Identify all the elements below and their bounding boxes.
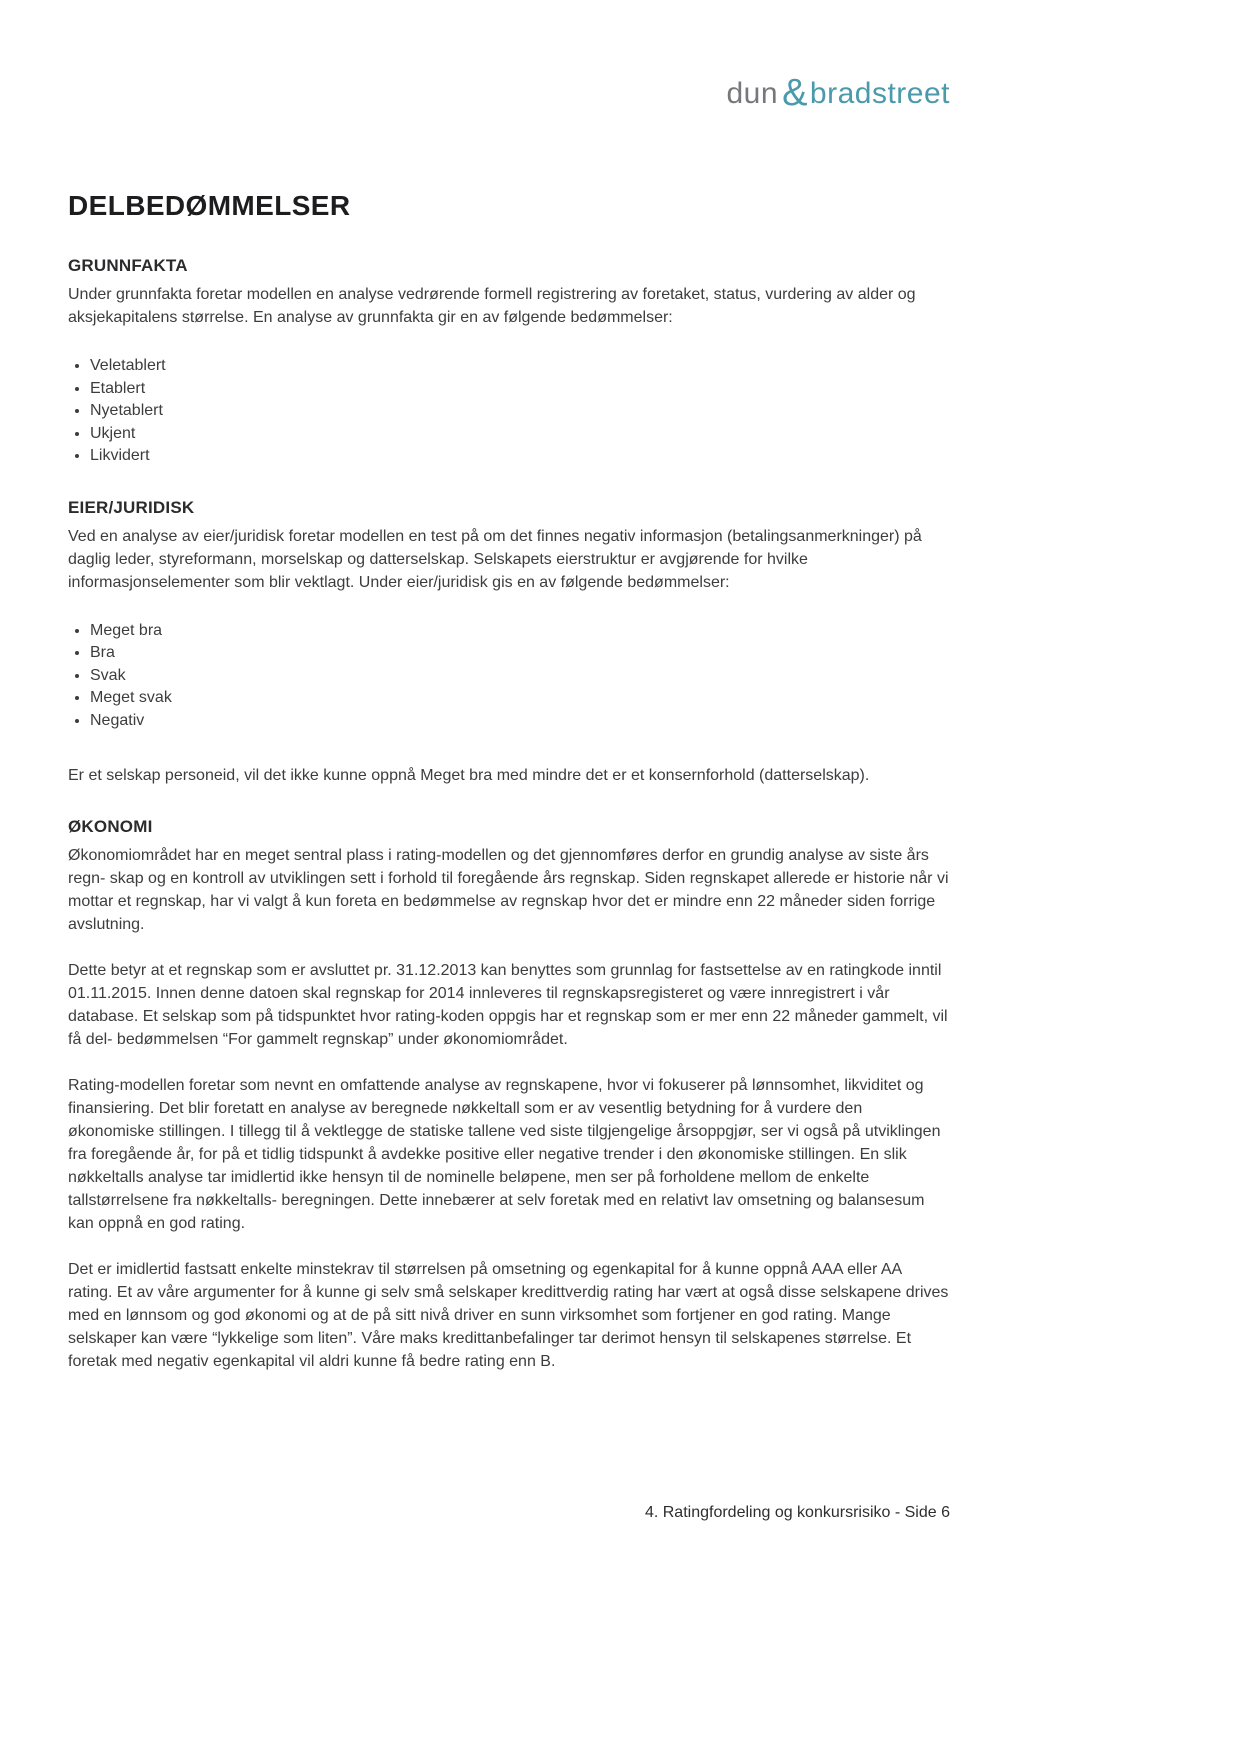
paragraph-okonomi-4: Det er imidlertid fastsatt enkelte minstekrav til størrelsen på omsetning og egenkapital for å kunne oppnå AAA eller AA rating. Et av våre argumenter for å kunne gi selv små selskaper kredittverdig rating har vært at også disse selskapene drives med en lønnsom og god økonomi og at de på sitt nivå driver en sunn virksomhet som fortjener en god rating. Mange selskaper kan være “lykkelige som liten”. Våre maks kredittanbefalinger tar derimot hensyn til selskapenes størrelse. Et foretak med negativ egenkapital vil aldri kunne få bedre rating enn B. bbox=[68, 1261, 949, 1370]
paragraph-okonomi-2: Dette betyr at et regnskap som er avsluttet pr. 31.12.2013 kan benyttes som grunnlag for fastsettelse av en ratingkode inntil 01.11.2015. Innen denne datoen skal regnskap for 2014 innleveres til regnskapsregisteret og være innregistrert i vår database. Et selskap som på tidspunktet hvor rating-koden oppgis har et regnskap som er mer enn 22 måneder gammelt, vil få del- bedømmelsen “For gammelt regnskap” under økonomiområdet. bbox=[68, 962, 948, 1048]
section-heading-eier-juridisk: EIER/JURIDISK bbox=[68, 497, 195, 517]
logo-text-bradstreet: bradstreet bbox=[809, 77, 950, 110]
paragraph-okonomi-3: Rating-modellen foretar som nevnt en omfattende analyse av regnskapene, hvor vi fokuserer på lønnsomhet, likviditet og finansiering. Det blir foretatt en analyse av beregnede nøkkeltall som er av vesentlig betydning for å vurdere den økonomiske stillingen. I tillegg til å vektlegge de statiske tallene ved siste tilgjengelige årsoppgjør, ser vi også på utviklingen fra foregående år, for på et tidlig tidspunkt å avdekke positive eller negative trender i den økonomiske stillingen. En slik nøkkeltalls analyse tar imidlertid ikke hensyn til de nominelle beløpene, men ser på forholdene mellom de enkelte tallstørrelsene fra nøkkeltalls- beregningen. Dette innebærer at selv foretak med en relativt lav omsetning og balansesum kan oppnå en god rating. bbox=[68, 1077, 941, 1232]
document-content bbox=[68, 190, 950, 1396]
list-item: • Svak bbox=[90, 665, 950, 688]
paragraph-okonomi-1: Økonomiområdet har en meget sentral plass i rating-modellen og det gjennomføres derfor en grundig analyse av siste års regn- skap og en kontroll av utviklingen sett i forhold til foregående års regnskap. Siden regnskapet allerede er historie når vi mottar et regnskap, har vi valgt å kun foreta en bedømmelse av regnskap hvor det er mindre enn 22 måneder siden forrige avslutning. bbox=[68, 847, 949, 933]
list-item: • Ukjent bbox=[90, 423, 950, 446]
dun-bradstreet-logo bbox=[726, 72, 951, 114]
list-item: • Bra bbox=[90, 642, 950, 665]
bullet-list-eier-juridisk bbox=[68, 620, 950, 733]
list-item: • Nyetablert bbox=[90, 400, 950, 423]
list-item: • Meget svak bbox=[90, 687, 950, 710]
ampersand-icon: & bbox=[782, 72, 808, 114]
section-okonomi bbox=[68, 817, 950, 1373]
page-footer: 4. Ratingfordeling og konkursrisiko - Side 6 bbox=[644, 1504, 950, 1521]
section-heading-okonomi: ØKONOMI bbox=[68, 817, 153, 836]
paragraph-personeid-note: Er et selskap personeid, vil det ikke kunne oppnå Meget bra med mindre det er et konsernforhold (datterselskap). bbox=[68, 767, 870, 784]
section-eier-juridisk bbox=[68, 498, 950, 788]
list-item: • Veletablert bbox=[90, 355, 950, 378]
section-grunnfakta bbox=[68, 256, 950, 468]
section-heading-grunnfakta: GRUNNFAKTA bbox=[68, 256, 188, 275]
list-item: • Likvidert bbox=[90, 445, 950, 468]
header bbox=[726, 72, 951, 114]
page-title: DELBEDØMMELSER bbox=[68, 190, 351, 221]
logo-text-dun: dun bbox=[726, 77, 779, 110]
list-item: • Meget bra bbox=[90, 620, 950, 643]
paragraph-grunnfakta-intro: Under grunnfakta foretar modellen en analyse vedrørende formell registrering av foretaket, status, vurdering av alder og aksjekapitalens størrelse. En analyse av grunnfakta gir en av følgende bedømmelser: bbox=[68, 286, 916, 326]
list-item: • Negativ bbox=[90, 710, 950, 733]
list-item: • Etablert bbox=[90, 378, 950, 401]
paragraph-eier-juridisk-intro: Ved en analyse av eier/juridisk foretar modellen en test på om det finnes negativ informasjon (betalingsanmerkninger) på daglig leder, styreformann, morselskap og datterselskap. Selskapets eierstruktur er avgjørende for hvilke informasjonselementer som blir vektlagt. Under eier/juridisk gis en av følgende bedømmelser: bbox=[68, 527, 922, 591]
bullet-list-grunnfakta bbox=[68, 355, 950, 468]
